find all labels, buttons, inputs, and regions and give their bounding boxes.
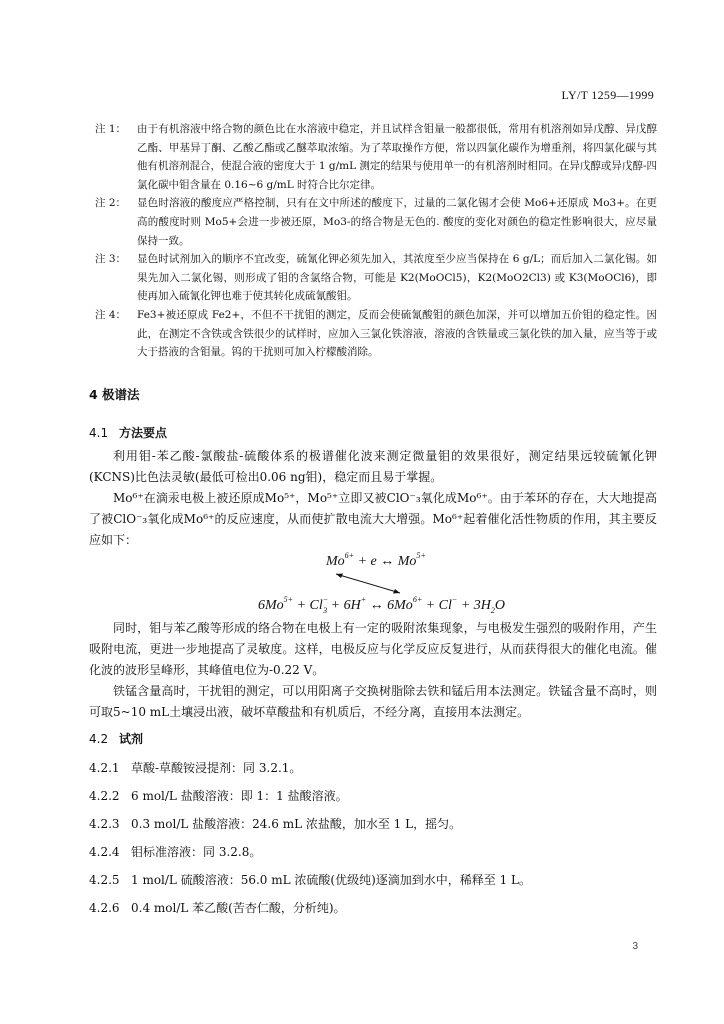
note-label: 注 3： <box>95 253 127 266</box>
section-number: 4.2 <box>89 732 109 746</box>
item-number: 4.2.6 <box>89 901 120 915</box>
item-number: 4.2.3 <box>89 817 120 831</box>
reagent-item <box>89 871 531 888</box>
item-text: 1 mol/L 硫酸溶液：56.0 mL 浓硫酸(优级纯)逐滴加到水中，稀释至 1 L。 <box>131 873 532 887</box>
paragraph-method-intro: 利用钼-苯乙酸-氯酸盐-硫酸体系的极谱催化波来测定微量钼的效果很好，测定结果远较硫氰化钾(KCNS)比色法灵敏(最低可检出0.06 ng钼)，稳定而且易于掌握。 <box>89 449 657 484</box>
page-number: 3 <box>632 941 638 952</box>
note-text: Fe3+被还原成 Fe2+，不但不干扰钼的测定，反而会使硫氰酸钼的颜色加深，并可以增加五价钼的稳定性。因此，在测定不含铁或含铁很少的试样时，应加入三氯化铁溶液，溶液的含铁量或三氯化铁的加入量，应当等于或大于搭液的含钼量。钨的干扰则可加入柠檬酸消除。 <box>137 308 657 359</box>
paragraph-adsorption: 同时，钼与苯乙酸等形成的络合物在电极上有一定的吸附浓集现象，与电极发生强烈的吸附作用，产生吸附电流，更进一步地提高了灵敏度。这样，电极反应与化学反应反复进行，从而获得很大的催化电流。催化波的波形呈峰形，其峰值电位为-0.22 V。 <box>89 621 657 677</box>
item-number: 4.2.1 <box>89 761 120 775</box>
note-2 <box>95 194 657 250</box>
item-text: 0.4 mol/L 苯乙酸(苦杏仁酸，分析纯)。 <box>131 901 346 915</box>
reagent-item <box>89 815 461 832</box>
paragraph-interference: 铁锰含量高时，干扰钼的测定，可以用阳离子交换树脂除去铁和锰后用本法测定。铁锰含量不高时，则可取5~10 mL土壤浸出液，破坏草酸盐和有机质后，不经分离，直接用本法测定。 <box>89 684 657 719</box>
reagent-item <box>89 787 348 804</box>
section-4-heading: 4 极谱法 <box>89 387 140 402</box>
note-text: 显色时溶液的酸度应严格控制，只有在文中所述的酸度下，过量的二氯化锡才会使 Mo6+还原成 Mo3+。在更高的酸度时则 Mo5+会进一步被还原，Mo3-的络合物是无色的. 酸度的变化对颜色的稳定性影响很大，应尽量保持一致。 <box>137 197 657 247</box>
reagent-item <box>89 899 346 916</box>
note-4 <box>95 306 657 362</box>
note-1 <box>95 120 657 194</box>
item-text: 草酸-草酸铵浸提剂：同 3.2.1。 <box>131 761 302 775</box>
section-4-2-heading <box>89 730 143 747</box>
note-label: 注 1： <box>95 123 127 135</box>
note-text: 由于有机溶液中络合物的颜色比在水溶液中稳定，并且试样含钼量一般都很低，常用有机溶剂如异戊醇、异戊醇乙酯、甲基异丁酮、乙酸乙酯或乙醚萃取浓缩。为了萃取操作方便，常以四氯化碳作为增重剂，将四氯化碳与其他有机溶剂混合，使混合液的密度大于 1 g/mL 测定的结果与使用单一的有机溶剂时相同。在异戊醇或异戊醇-四氯化碳中钼含量在 0.16~6 g/mL 时符合比尔定律。 <box>137 123 657 191</box>
reaction-equations <box>0 546 724 618</box>
section-title: 方法要点 <box>119 426 168 440</box>
equation-2: $6Mo^{5+} + Cl^-$ 3 + 6H+ ↔ $6Mo^{6+} + Cl^- + 3H_2O$ <box>258 595 505 615</box>
notes-block <box>95 120 657 362</box>
item-text: 钼标准溶液：同 3.2.8。 <box>131 845 262 859</box>
equation-1: $Mo^{6+} + e$ ↔ $Mo^{5+}$ <box>326 551 426 569</box>
item-text: 6 mol/L 盐酸溶液：即 1：1 盐酸溶液。 <box>131 789 348 803</box>
paragraph-mechanism: Mo⁶⁺在滴汞电极上被还原成Mo⁵⁺，Mo⁵⁺立即又被ClO⁻₃氧化成Mo⁶⁺。由于苯环的存在，大大地提高了被ClO⁻₃氧化成Mo⁶⁺的反应速度，从而使扩散电流大大增强。Mo⁶⁺起着催化活性物质的作用，其主要反应如下： <box>89 491 657 547</box>
item-text: 0.3 mol/L 盐酸溶液：24.6 mL 浓盐酸，加水至 1 L，摇匀。 <box>131 817 462 831</box>
reagent-item <box>89 759 301 776</box>
standard-code: LY/T 1259—1999 <box>561 88 654 102</box>
item-number: 4.2.4 <box>89 845 120 859</box>
note-label: 注 4： <box>95 308 127 321</box>
reaction-arrow <box>336 574 400 594</box>
note-label: 注 2： <box>95 197 127 210</box>
section-number: 4.1 <box>89 426 109 440</box>
note-text: 显色时试剂加入的顺序不宜改变，硫氰化钾必须先加入，其浓度至少应当保持在 6 g/L；而后加入二氯化锡。如果先加入二氯化锡，则形成了钼的含氯络合物，可能是 K2(MoOCl5)，K2(MoO2Cl3) 或 K3(MoOCl6)，即使再加入硫氰化钾也难于使其转化成硫氰酸钼。 <box>137 253 657 303</box>
note-3 <box>95 250 657 306</box>
item-number: 4.2.2 <box>89 789 120 803</box>
reagent-item <box>89 843 261 860</box>
section-title: 试剂 <box>119 732 144 746</box>
item-number: 4.2.5 <box>89 873 120 887</box>
section-4-1-heading <box>89 424 167 441</box>
